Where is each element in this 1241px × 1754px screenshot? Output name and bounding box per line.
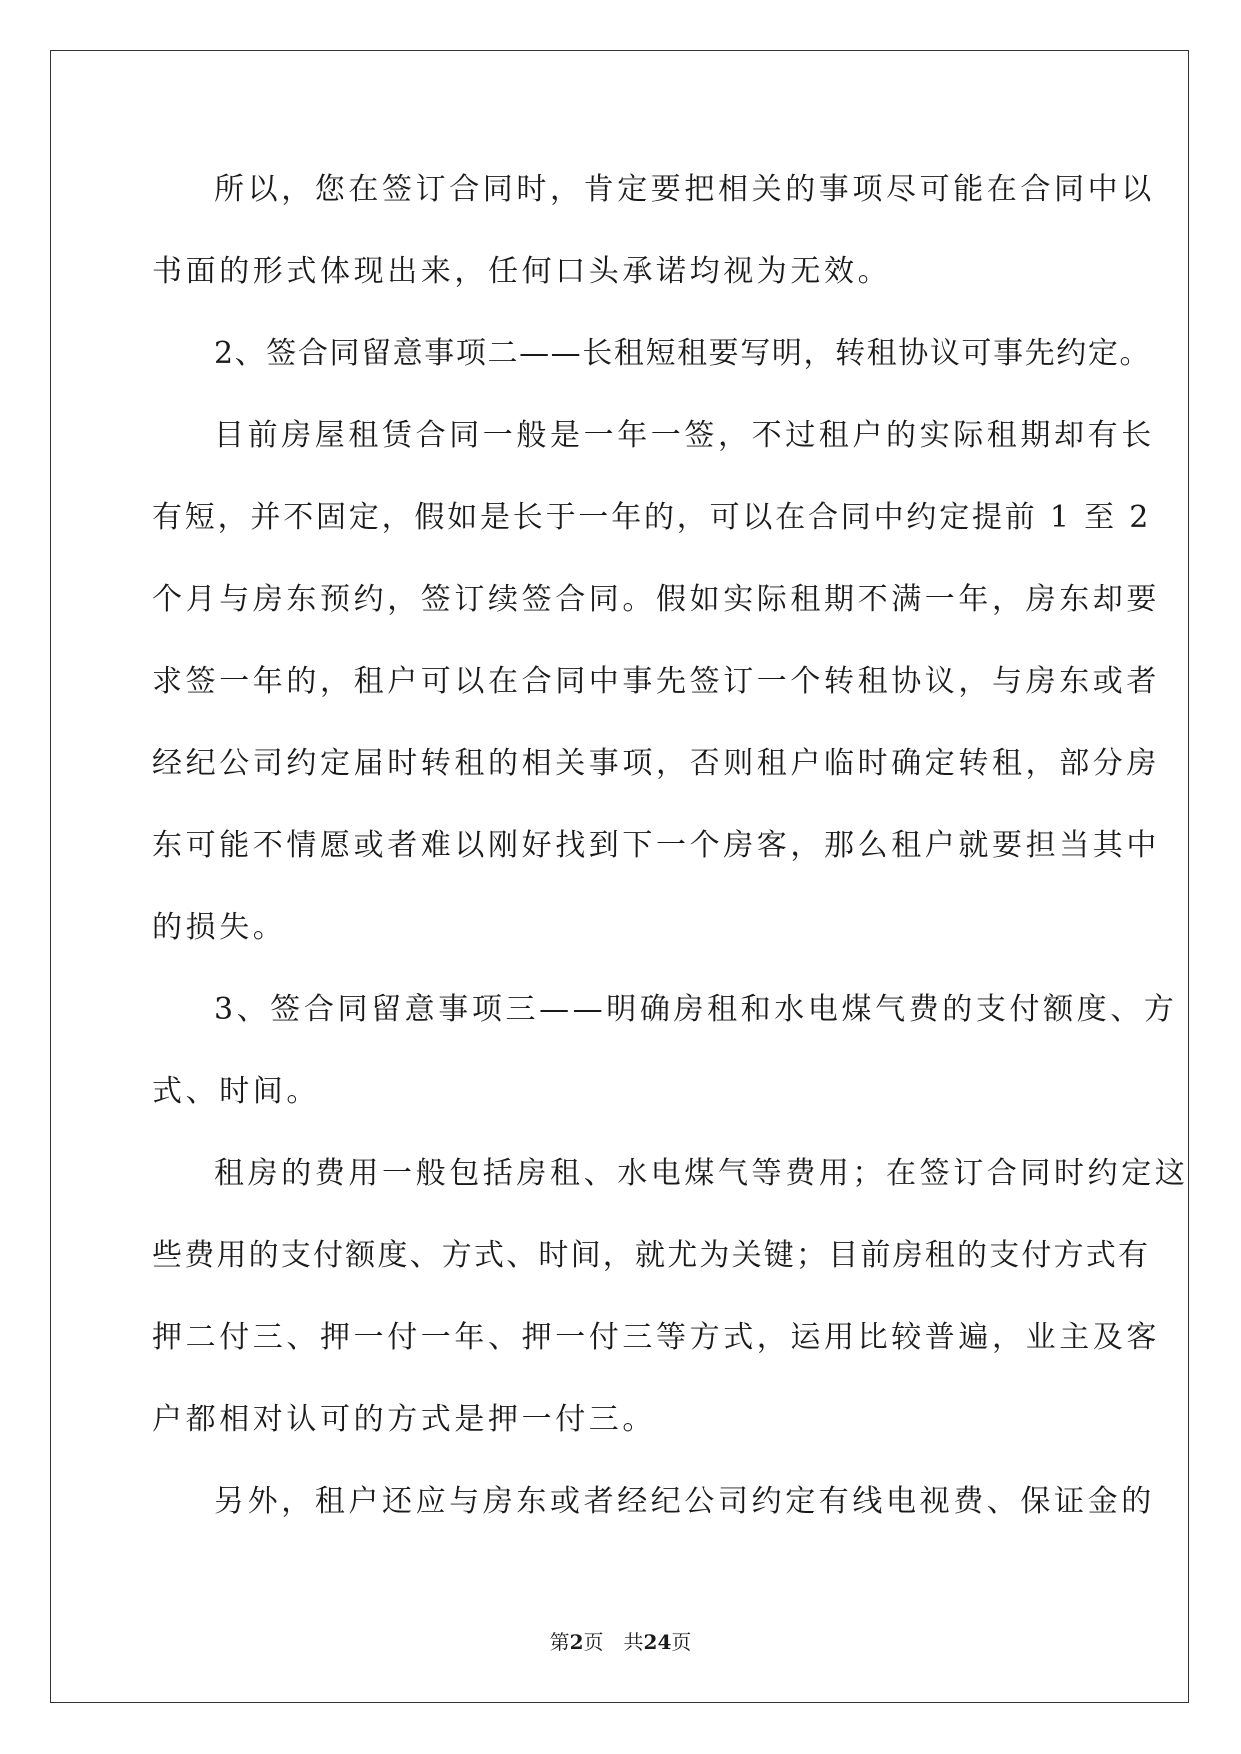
text-line: 书面的形式体现出来，任何口头承诺均视为无效。 <box>152 254 892 289</box>
page-suffix: 页 <box>583 1630 604 1654</box>
text-line: 目前房屋租赁合同一般是一年一签，不过租户的实际租期却有长 <box>214 418 1155 453</box>
text-line: 户都相对认可的方式是押一付三。 <box>152 1402 656 1437</box>
page-prefix: 第 <box>549 1630 570 1654</box>
text-line: 所以，您在签订合同时，肯定要把相关的事项尽可能在合同中以 <box>214 172 1155 207</box>
total-prefix: 共 <box>623 1630 644 1654</box>
text-line: 的损失。 <box>152 910 287 945</box>
total-suffix: 页 <box>671 1630 692 1654</box>
text-line: 押二付三、押一付一年、押一付三等方式，运用比较普遍，业主及客 <box>152 1320 1160 1355</box>
text-line: 租房的费用一般包括房租、水电煤气等费用；在签订合同时约定这 <box>214 1156 1189 1191</box>
text-line: 个月与房东预约，签订续签合同。假如实际租期不满一年，房东却要 <box>152 582 1160 617</box>
text-line: 有短，并不固定，假如是长于一年的，可以在合同中约定提前 1 至 2 <box>152 500 1152 535</box>
document-body <box>152 168 1189 1562</box>
text-line: 另外，租户还应与房东或者经纪公司约定有线电视费、保证金的 <box>214 1484 1155 1519</box>
page-number: 2 <box>569 1630 584 1654</box>
section-heading-2: 2、签合同留意事项二——长租短租要写明，转租协议可事先约定。 <box>214 336 1152 371</box>
text-line: 求签一年的，租户可以在合同中事先签订一个转租协议，与房东或者 <box>152 664 1160 699</box>
total-pages: 24 <box>643 1630 672 1654</box>
text-line: 式、时间。 <box>152 1074 320 1109</box>
page-footer <box>0 1628 1241 1656</box>
text-line: 些费用的支付额度、方式、时间，就尤为关键；目前房租的支付方式有 <box>152 1238 1151 1273</box>
section-heading-3: 3、签合同留意事项三——明确房租和水电煤气费的支付额度、方 <box>214 992 1178 1027</box>
text-line: 东可能不情愿或者难以刚好找到下一个房客，那么租户就要担当其中 <box>152 828 1160 863</box>
text-line: 经纪公司约定届时转租的相关事项，否则租户临时确定转租，部分房 <box>152 746 1160 781</box>
